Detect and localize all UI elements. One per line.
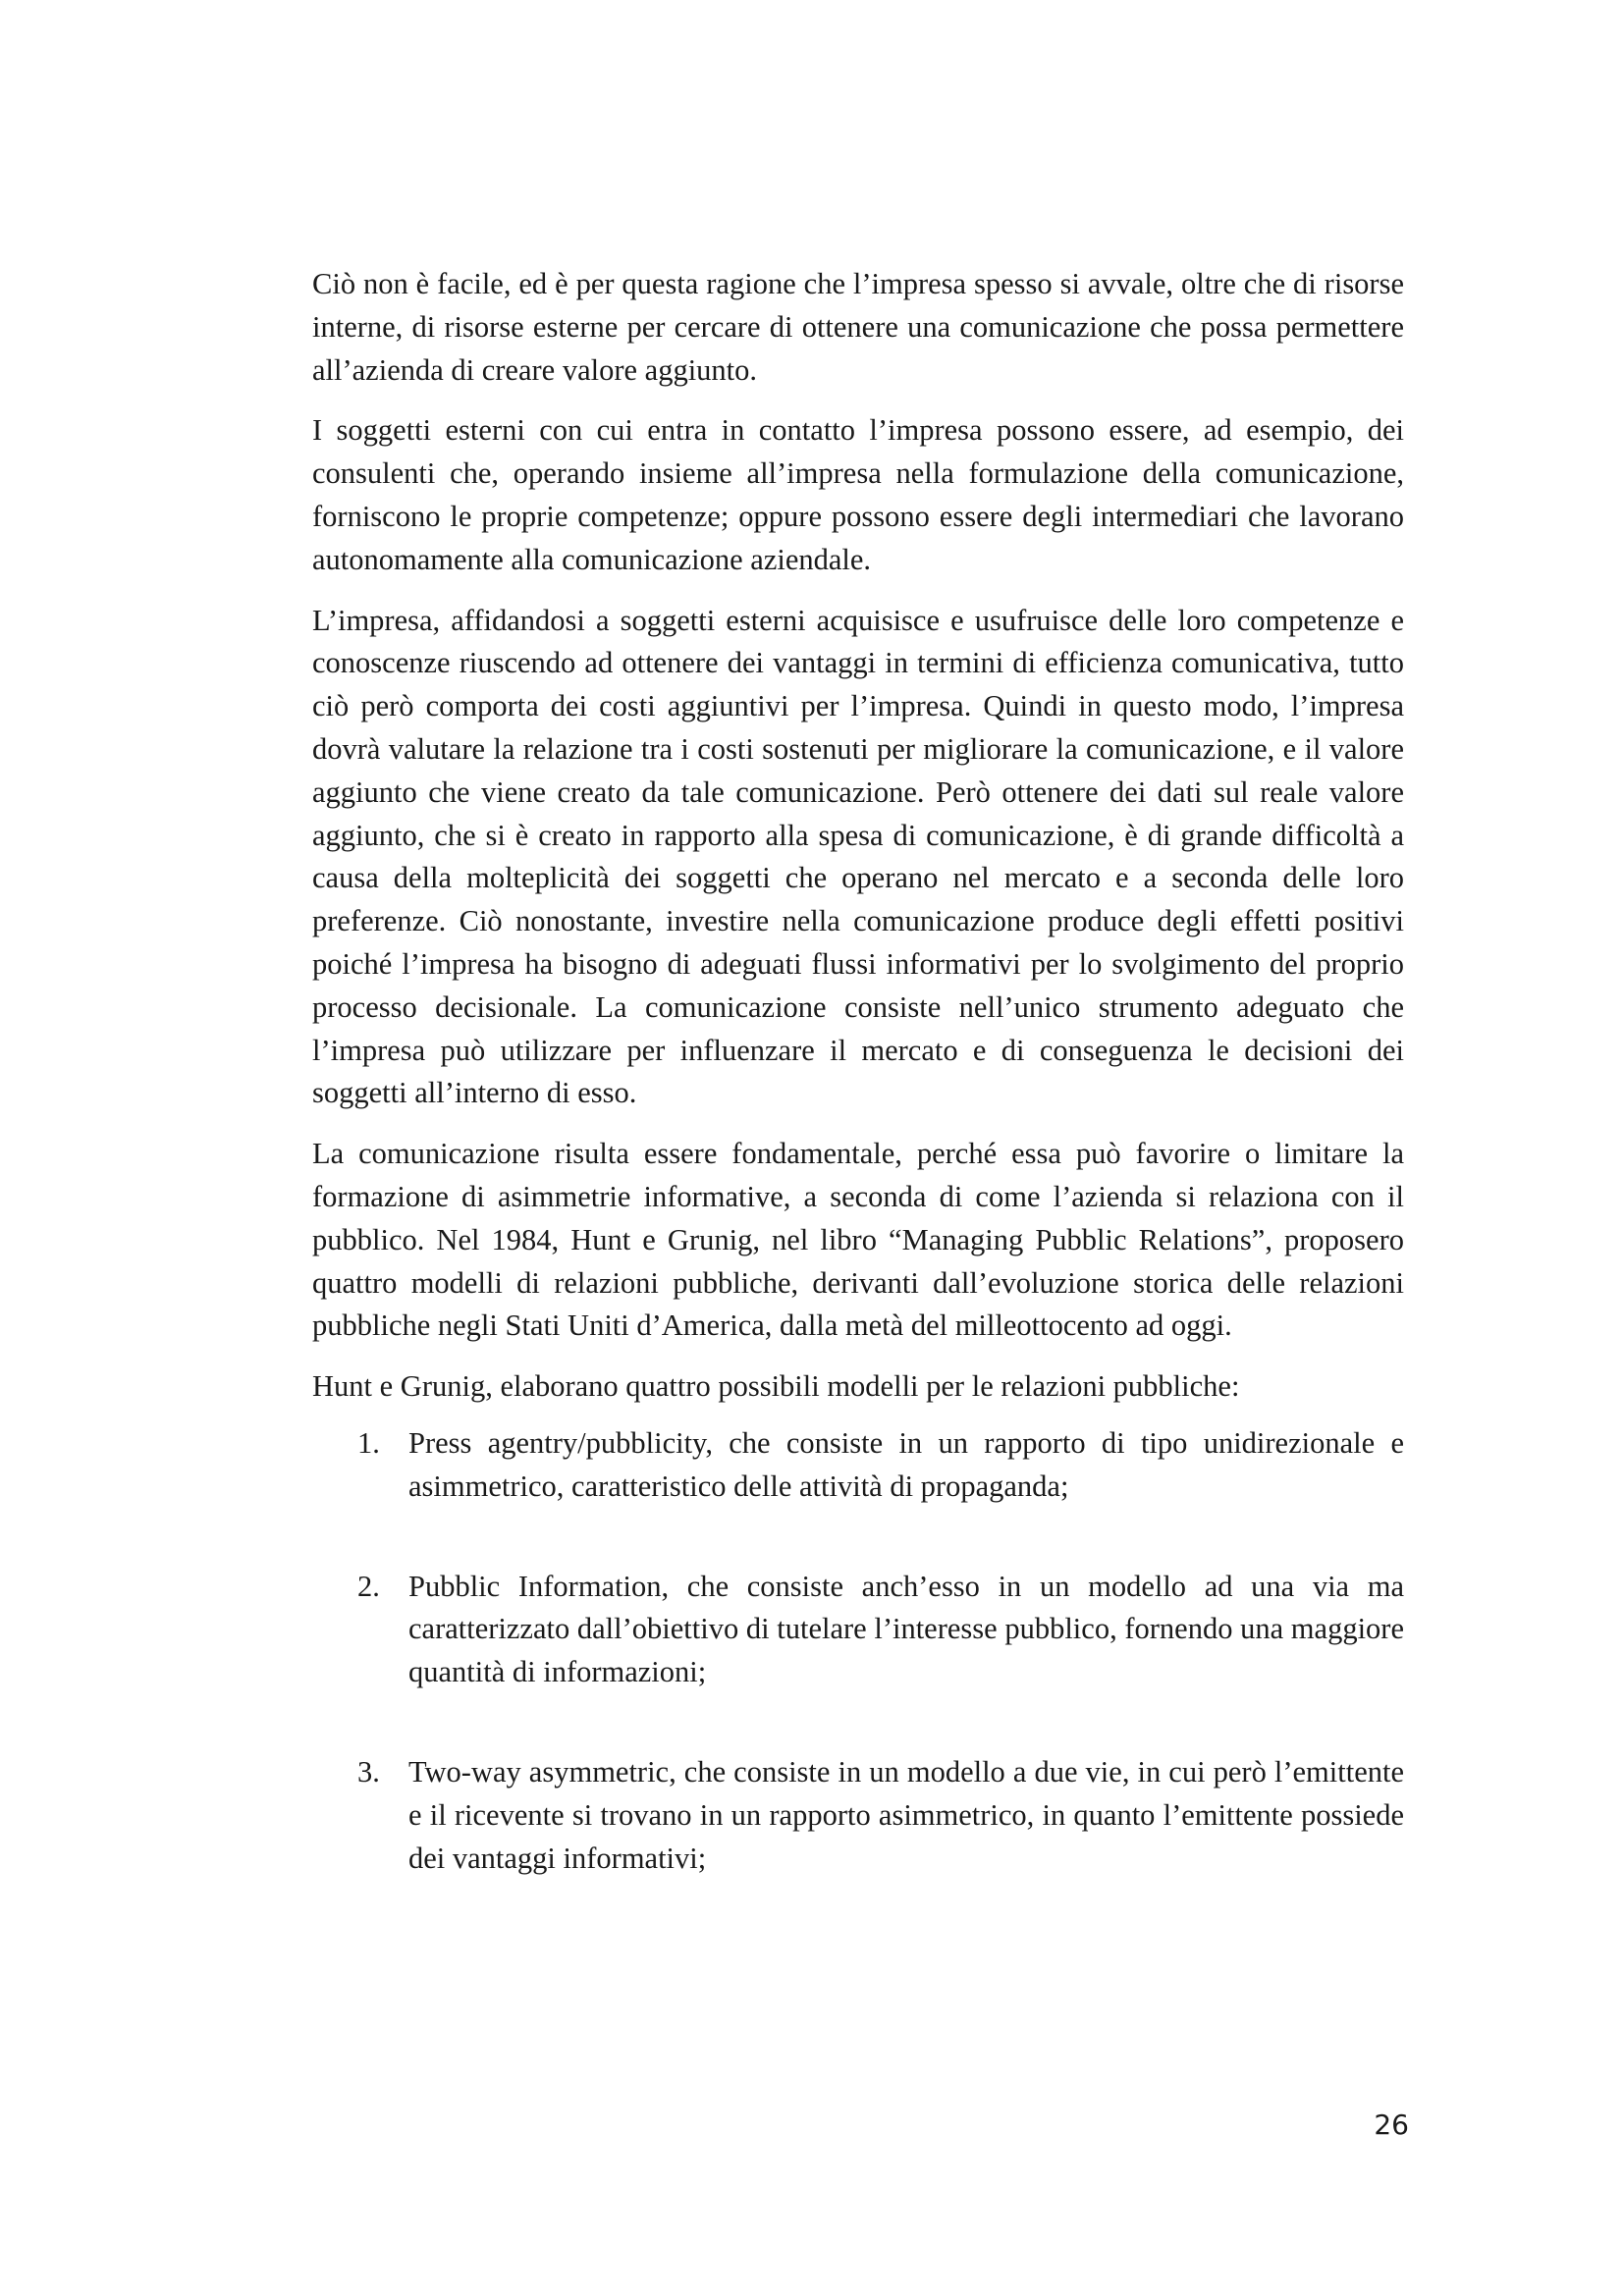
list-item-text: Pubblic Information, che consiste anch’esso in un modello ad una via ma caratterizzato dall’obiettivo di tutelare l’interesse pubblico, fornendo una maggiore quantità di informazioni; xyxy=(408,1569,1404,1689)
models-list xyxy=(312,1422,1404,1880)
paragraph-risorse-esterne: Ciò non è facile, ed è per questa ragione che l’impresa spesso si avvale, oltre che di risorse interne, di risorse esterne per cercare di ottenere una comunicazione che possa permettere all’azienda di creare valore aggiunto. xyxy=(312,267,1404,387)
list-item xyxy=(312,1751,1404,1880)
list-item xyxy=(312,1422,1404,1509)
paragraph-costi-comunicazione: L’impresa, affidandosi a soggetti esterni acquisisce e usufruisce delle loro competenze e conoscenze riuscendo ad ottenere dei vantaggi in termini di efficienza comunicativa, tutto ciò però comporta dei costi aggiuntivi per l’impresa. Quindi in questo modo, l’impresa dovrà valutare la relazione tra i costi sostenuti per migliorare la comunicazione, e il valore aggiunto che viene creato da tale comunicazione. Però ottenere dei dati sul reale valore aggiunto, che si è creato in rapporto alla spesa di comunicazione, è di grande difficoltà a causa della molteplicità dei soggetti che operano nel mercato e a seconda delle loro preferenze. Ciò nonostante, investire nella comunicazione produce degli effetti positivi poiché l’impresa ha bisogno di adeguati flussi informativi per lo svolgimento del proprio processo decisionale. La comunicazione consiste nell’unico strumento adeguato che l’impresa può utilizzare per influenzare il mercato e di conseguenza le decisioni dei soggetti all’interno di esso. xyxy=(312,603,1404,1110)
list-item-text: Press agentry/pubblicity, che consiste in un rapporto di tipo unidirezionale e asimmetrico, caratteristico delle attività di propaganda; xyxy=(408,1425,1404,1503)
list-intro: Hunt e Grunig, elaborano quattro possibili modelli per le relazioni pubbliche: xyxy=(312,1369,1240,1404)
list-item-number: 3. xyxy=(357,1754,380,1789)
list-item-number: 2. xyxy=(357,1569,380,1603)
paragraph-soggetti-esterni: I soggetti esterni con cui entra in contatto l’impresa possono essere, ad esempio, dei consulenti che, operando insieme all’impresa nella formulazione della comunicazione, forniscono le proprie competenze; oppure possono essere degli intermediari che lavorano autonomamente alla comunicazione aziendale. xyxy=(312,413,1404,576)
paragraph-asimmetrie-informative: La comunicazione risulta essere fondamentale, perché essa può favorire o limitare la formazione di asimmetrie informative, a seconda di come l’azienda si relaziona con il pubblico. Nel 1984, Hunt e Grunig, nel libro “Managing Pubblic Relations”, proposero quattro modelli di relazioni pubbliche, derivanti dall’evoluzione storica delle relazioni pubbliche negli Stati Uniti d’America, dalla metà del milleottocento ad oggi. xyxy=(312,1137,1404,1343)
page-number: 26 xyxy=(1374,2109,1409,2141)
list-item xyxy=(312,1566,1404,1694)
list-item-text: Two-way asymmetric, che consiste in un modello a due vie, in cui però l’emittente e il ricevente si trovano in un rapporto asimmetrico, in quanto l’emittente possiede dei vantaggi informativi; xyxy=(408,1754,1404,1875)
list-item-number: 1. xyxy=(357,1425,380,1460)
page-body xyxy=(312,263,1404,1880)
